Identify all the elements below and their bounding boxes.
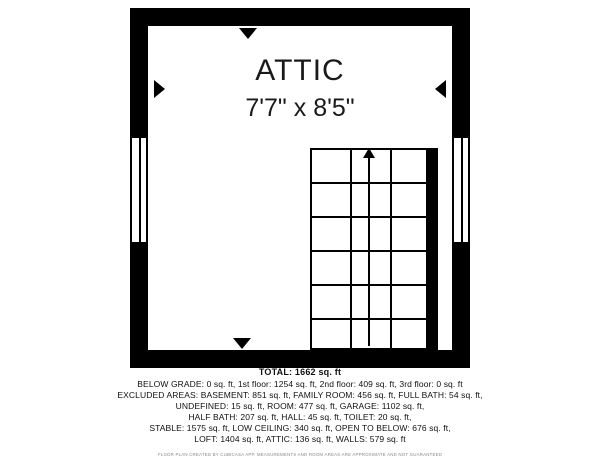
view-marker-top-icon — [239, 28, 257, 39]
stair-wall — [428, 148, 438, 350]
window-mullion — [139, 138, 141, 242]
total-area-text: TOTAL: 1662 sq. ft — [258, 367, 342, 377]
stairs-up-arrow-icon — [368, 156, 370, 346]
window-mullion — [461, 138, 463, 242]
area-line: EXCLUDED AREAS: BASEMENT: 851 sq. ft, FAMILY ROOM: 456 sq. ft, FULL BATH: 54 sq. ft, — [117, 390, 483, 400]
window-right-icon — [452, 136, 470, 244]
room-label — [148, 54, 452, 124]
window-left-icon — [130, 136, 148, 244]
staircase — [310, 148, 428, 350]
stair-stringer — [390, 150, 392, 348]
room-dimensions: 7'7" x 8'5" — [245, 94, 355, 122]
room-name: ATTIC — [255, 54, 345, 87]
area-line: HALF BATH: 207 sq. ft, HALL: 45 sq. ft, TOILET: 20 sq. ft, — [188, 412, 412, 422]
view-marker-left-icon — [154, 80, 165, 98]
area-line: STABLE: 1575 sq. ft, LOW CEILING: 340 sq. ft, OPEN TO BELOW: 676 sq. ft, — [149, 423, 451, 433]
disclaimer-text: FLOOR PLAN CREATED BY CUBICASA APP. MEASUREMENTS AND ROOM AREAS ARE APPROXIMATE AND NOT GUARANTEED — [157, 452, 443, 457]
area-line: LOFT: 1404 sq. ft, ATTIC: 136 sq. ft, WALLS: 579 sq. ft — [194, 434, 406, 444]
area-line: UNDEFINED: 15 sq. ft, ROOM: 477 sq. ft, GARAGE: 1102 sq. ft, — [175, 401, 425, 411]
area-line: BELOW GRADE: 0 sq. ft, 1st floor: 1254 sq. ft, 2nd floor: 409 sq. ft, 3rd floor: 0 sq. ft — [137, 379, 463, 389]
view-marker-right-icon — [435, 80, 446, 98]
view-marker-bottom-icon — [233, 338, 251, 349]
area-legend — [0, 366, 600, 458]
floor-plan-drawing — [130, 8, 470, 368]
area-breakdown-list — [0, 379, 600, 445]
stair-stringer — [350, 150, 352, 348]
